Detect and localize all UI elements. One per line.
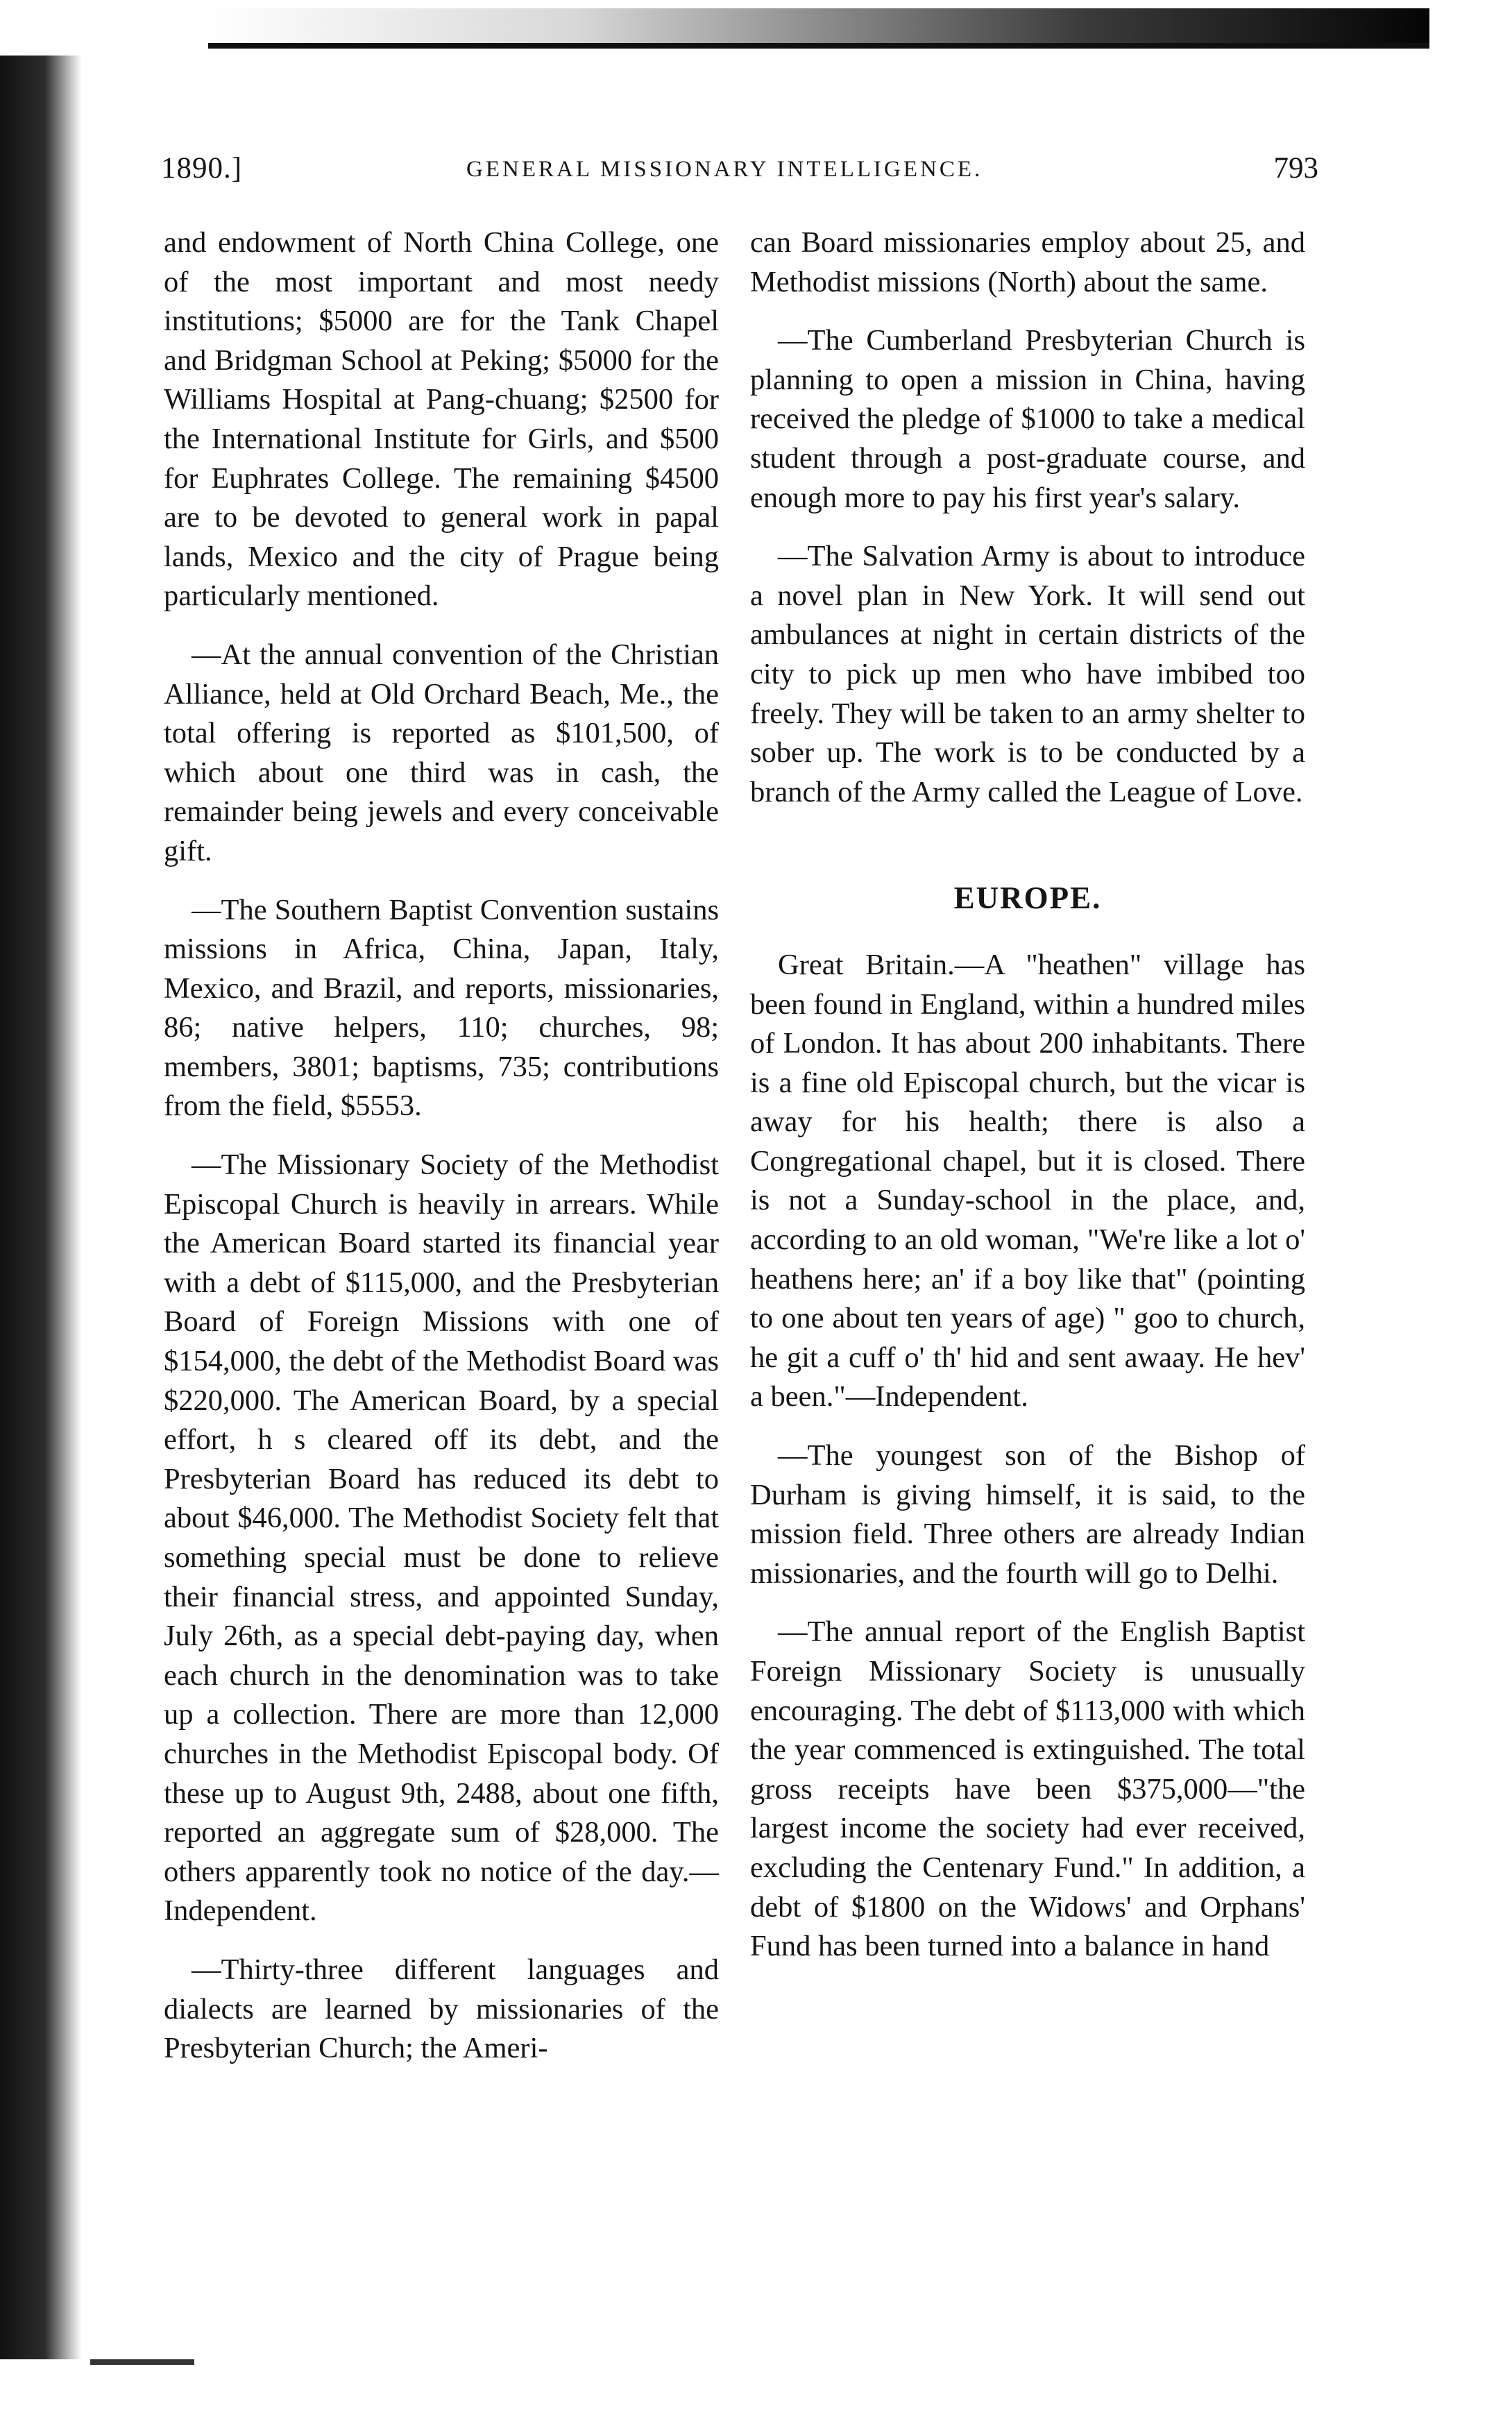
page-number: 793 (1273, 152, 1318, 185)
paragraph-bishop-of-durham: —The youngest son of the Bishop of Durham is giving himself, it is said, to the mission field. Three others are already Indian missionaries, and the fourth will go to Delhi. (750, 1439, 1305, 1590)
page-binding-shadow (0, 56, 82, 2359)
paragraph-southern-baptist: —The Southern Baptist Convention sustains missions in Africa, China, Japan, Italy, Mexico, and Brazil, and reports, missionaries, 86; native helpers, 110; churches, 98; members, 3801; baptisms, 735; contributions from the field, $5553. (164, 893, 719, 1123)
left-column (164, 223, 719, 2069)
paragraph-methodist-society: —The Missionary Society of the Methodist Episcopal Church is heavily in arrears. While the American Board started its financial year with a debt of $115,000, and the Presbyterian Board of Foreign Missions with one of $154,000, the debt of the Methodist Board was $220,000. The American Board, by a special effort, h s cleared off its debt, and the Presbyterian Board has reduced its debt to about $46,000. The Methodist Society felt that something special must be done to relieve their financial stress, and appointed Sunday, July 26th, as a special debt-paying day, when each church in the denomination was to take up a collection. There are more than 12,000 churches in the Methodist Episcopal body. Of these up to August 9th, 2488, about one fifth, reported an aggregate sum of $28,000. The others apparently took no notice of the day.—Independent. (164, 1148, 719, 1928)
paragraph-cumberland-presbyterian: —The Cumberland Presbyterian Church is planning to open a mission in China, having received the pledge of $1000 to take a medical student through a post-graduate course, and enough more to pay his first year's salary. (750, 324, 1305, 514)
paragraph-american-board-continued: can Board missionaries employ about 25, and Methodist missions (North) about the same. (750, 226, 1305, 298)
top-edge-rule (208, 8, 1429, 49)
right-column (750, 223, 1305, 1967)
header-title: GENERAL MISSIONARY INTELLIGENCE. (466, 157, 983, 182)
header-year: 1890.] (161, 152, 243, 185)
paragraph-english-baptist: —The annual report of the English Baptist Foreign Missionary Society is unusually encouraging. The debt of $113,000 with which the year commenced is extinguished. The total gross receipts have been $375,000—"the largest income the society had ever received, excluding the Centenary Fund." In addition, a debt of $1800 on the Widows' and Orphans' Fund has been turned into a balance in hand (750, 1615, 1305, 1963)
paragraph-christian-alliance: —At the annual convention of the Christian Alliance, held at Old Orchard Beach, Me., the total offering is reported as $101,500, of which about one third was in cash, the remainder being jewels and every conceivable gift. (164, 638, 719, 867)
paragraph-endowment: and endowment of North China College, one of the most important and most needy institutions; $5000 are for the Tank Chapel and Bridgman School at Peking; $5000 for the Williams Hospital at Pang-chuang; $2500 for the International Institute for Girls, and $500 for Euphrates College. The remaining $4500 are to be devoted to general work in papal lands, Mexico and the city of Prague being particularly mentioned. (164, 226, 719, 613)
section-heading-europe: EUROPE. (953, 881, 1102, 916)
bottom-edge-mark (90, 2359, 194, 2365)
paragraph-great-britain: Great Britain.—A "heathen" village has been found in England, within a hundred miles of London. It has about 200 inhabitants. There is a fine old Episcopal church, but the vicar is away for his health; there is also a Congregational chapel, but it is closed. There is not a Sunday-school in the place, and, according to an old woman, "We're like a lot o' heathens here; an' if a boy like that" (pointing to one about ten years of age) " goo to church, he git a cuff o' th' hid and sent awaay. He hev' a been."—Independent. (750, 948, 1305, 1413)
paragraph-thirty-three-languages: —Thirty-three different languages and dialects are learned by missionaries of the Presbyterian Church; the Ameri- (164, 1953, 719, 2065)
page-header (161, 151, 1318, 193)
paragraph-salvation-army: —The Salvation Army is about to introduce a novel plan in New York. It will send out ambulances at night in certain districts of the city to pick up men who have imbibed too freely. They will be taken to an army shelter to sober up. The work is to be conducted by a branch of the Army called the League of Love. (750, 540, 1305, 808)
